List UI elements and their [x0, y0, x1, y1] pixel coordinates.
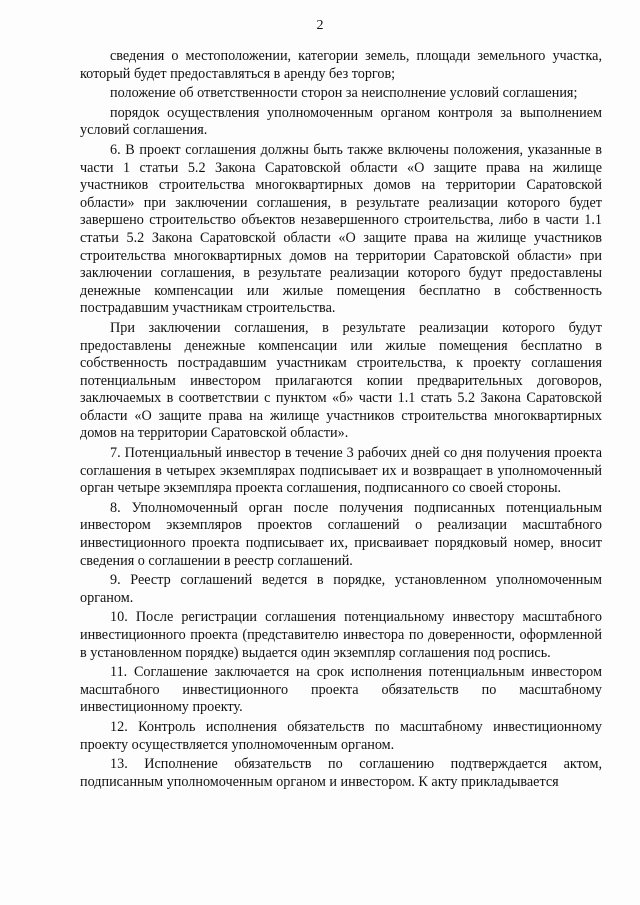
- paragraph-item-12: 12. Контроль исполнения обязательств по масштабному инвестиционному проекту осуществляется уполномоченным органом.: [80, 718, 602, 753]
- page-number: 2: [316, 18, 324, 33]
- paragraph-land-info: сведения о местоположении, категории земель, площади земельного участка, который будет предоставляться в аренду без торгов;: [80, 48, 602, 82]
- paragraph-liability: положение об ответственности сторон за неисполнение условий соглашения;: [110, 85, 578, 102]
- document-body: [80, 48, 602, 793]
- paragraph-item-9: 9. Реестр соглашений ведется в порядке, установленном уполномоченным органом.: [80, 572, 602, 606]
- paragraph-item-13: 13. Исполнение обязательств по соглашению подтверждается актом, подписанным уполномоченным органом и инвестором. К акту прикладывается: [80, 756, 602, 790]
- paragraph-control-procedure: порядок осуществления уполномоченным органом контроля за выполнением условий соглашения.: [80, 104, 602, 139]
- paragraph-item-11: 11. Соглашение заключается на срок исполнения потенциальным инвестором масштабного инвестиционного проекта обязательств по масштабному инвестиционному проекту.: [80, 664, 602, 716]
- paragraph-item-8: 8. Уполномоченный орган после получения подписанных потенциальным инвестором экземпляров проектов соглашений о реализации масштабного инвестиционного проекта подписывает их, присваивает порядковый номер, вносит сведения о соглашении в реестр соглашений.: [80, 499, 602, 569]
- paragraph-compensation: При заключении соглашения, в результате реализации которого будут предоставлены денежные компенсации или жилые помещения бесплатно в собственность пострадавшим участникам строительства, к проекту соглашения потенциальным инвестором прилагаются копии предварительных договоров, заключаемых в соответствии с пунктом «б» части 1.1 стать 5.2 Закона Саратовской области «О защите права на жилище участников строительства многоквартирных домов на территории Саратовской области».: [80, 319, 602, 442]
- paragraph-item-7: 7. Потенциальный инвестор в течение 3 рабочих дней со дня получения проекта соглашения в четырех экземплярах подписывает их и возвращает в уполномоченный орган четыре экземпляра проекта соглашения, подписанного со своей стороны.: [80, 445, 602, 497]
- paragraph-item-10: 10. После регистрации соглашения потенциальному инвестору масштабного инвестиционного проекта (представителю инвестора по доверенности, оформленной в установленном порядке) выдается один экземпляр соглашения под роспись.: [80, 609, 602, 661]
- paragraph-item-6: 6. В проект соглашения должны быть также включены положения, указанные в части 1 статьи 5.2 Закона Саратовской области «О защите права на жилище участников строительства многоквартирных домов на территории Саратовской области» при заключении соглашения, в результате реализации которого будет завершено строительство объектов незавершенного строительства, либо в части 1.1 статьи 5.2 Закона Саратовской области «О защите права на жилище участников строительства многоквартирных домов на территории Саратовской области» при заключении соглашения, в результате реализации которого будут предоставлены денежные компенсации или жилые помещения бесплатно в собственность пострадавшим участникам строительства.: [80, 141, 602, 317]
